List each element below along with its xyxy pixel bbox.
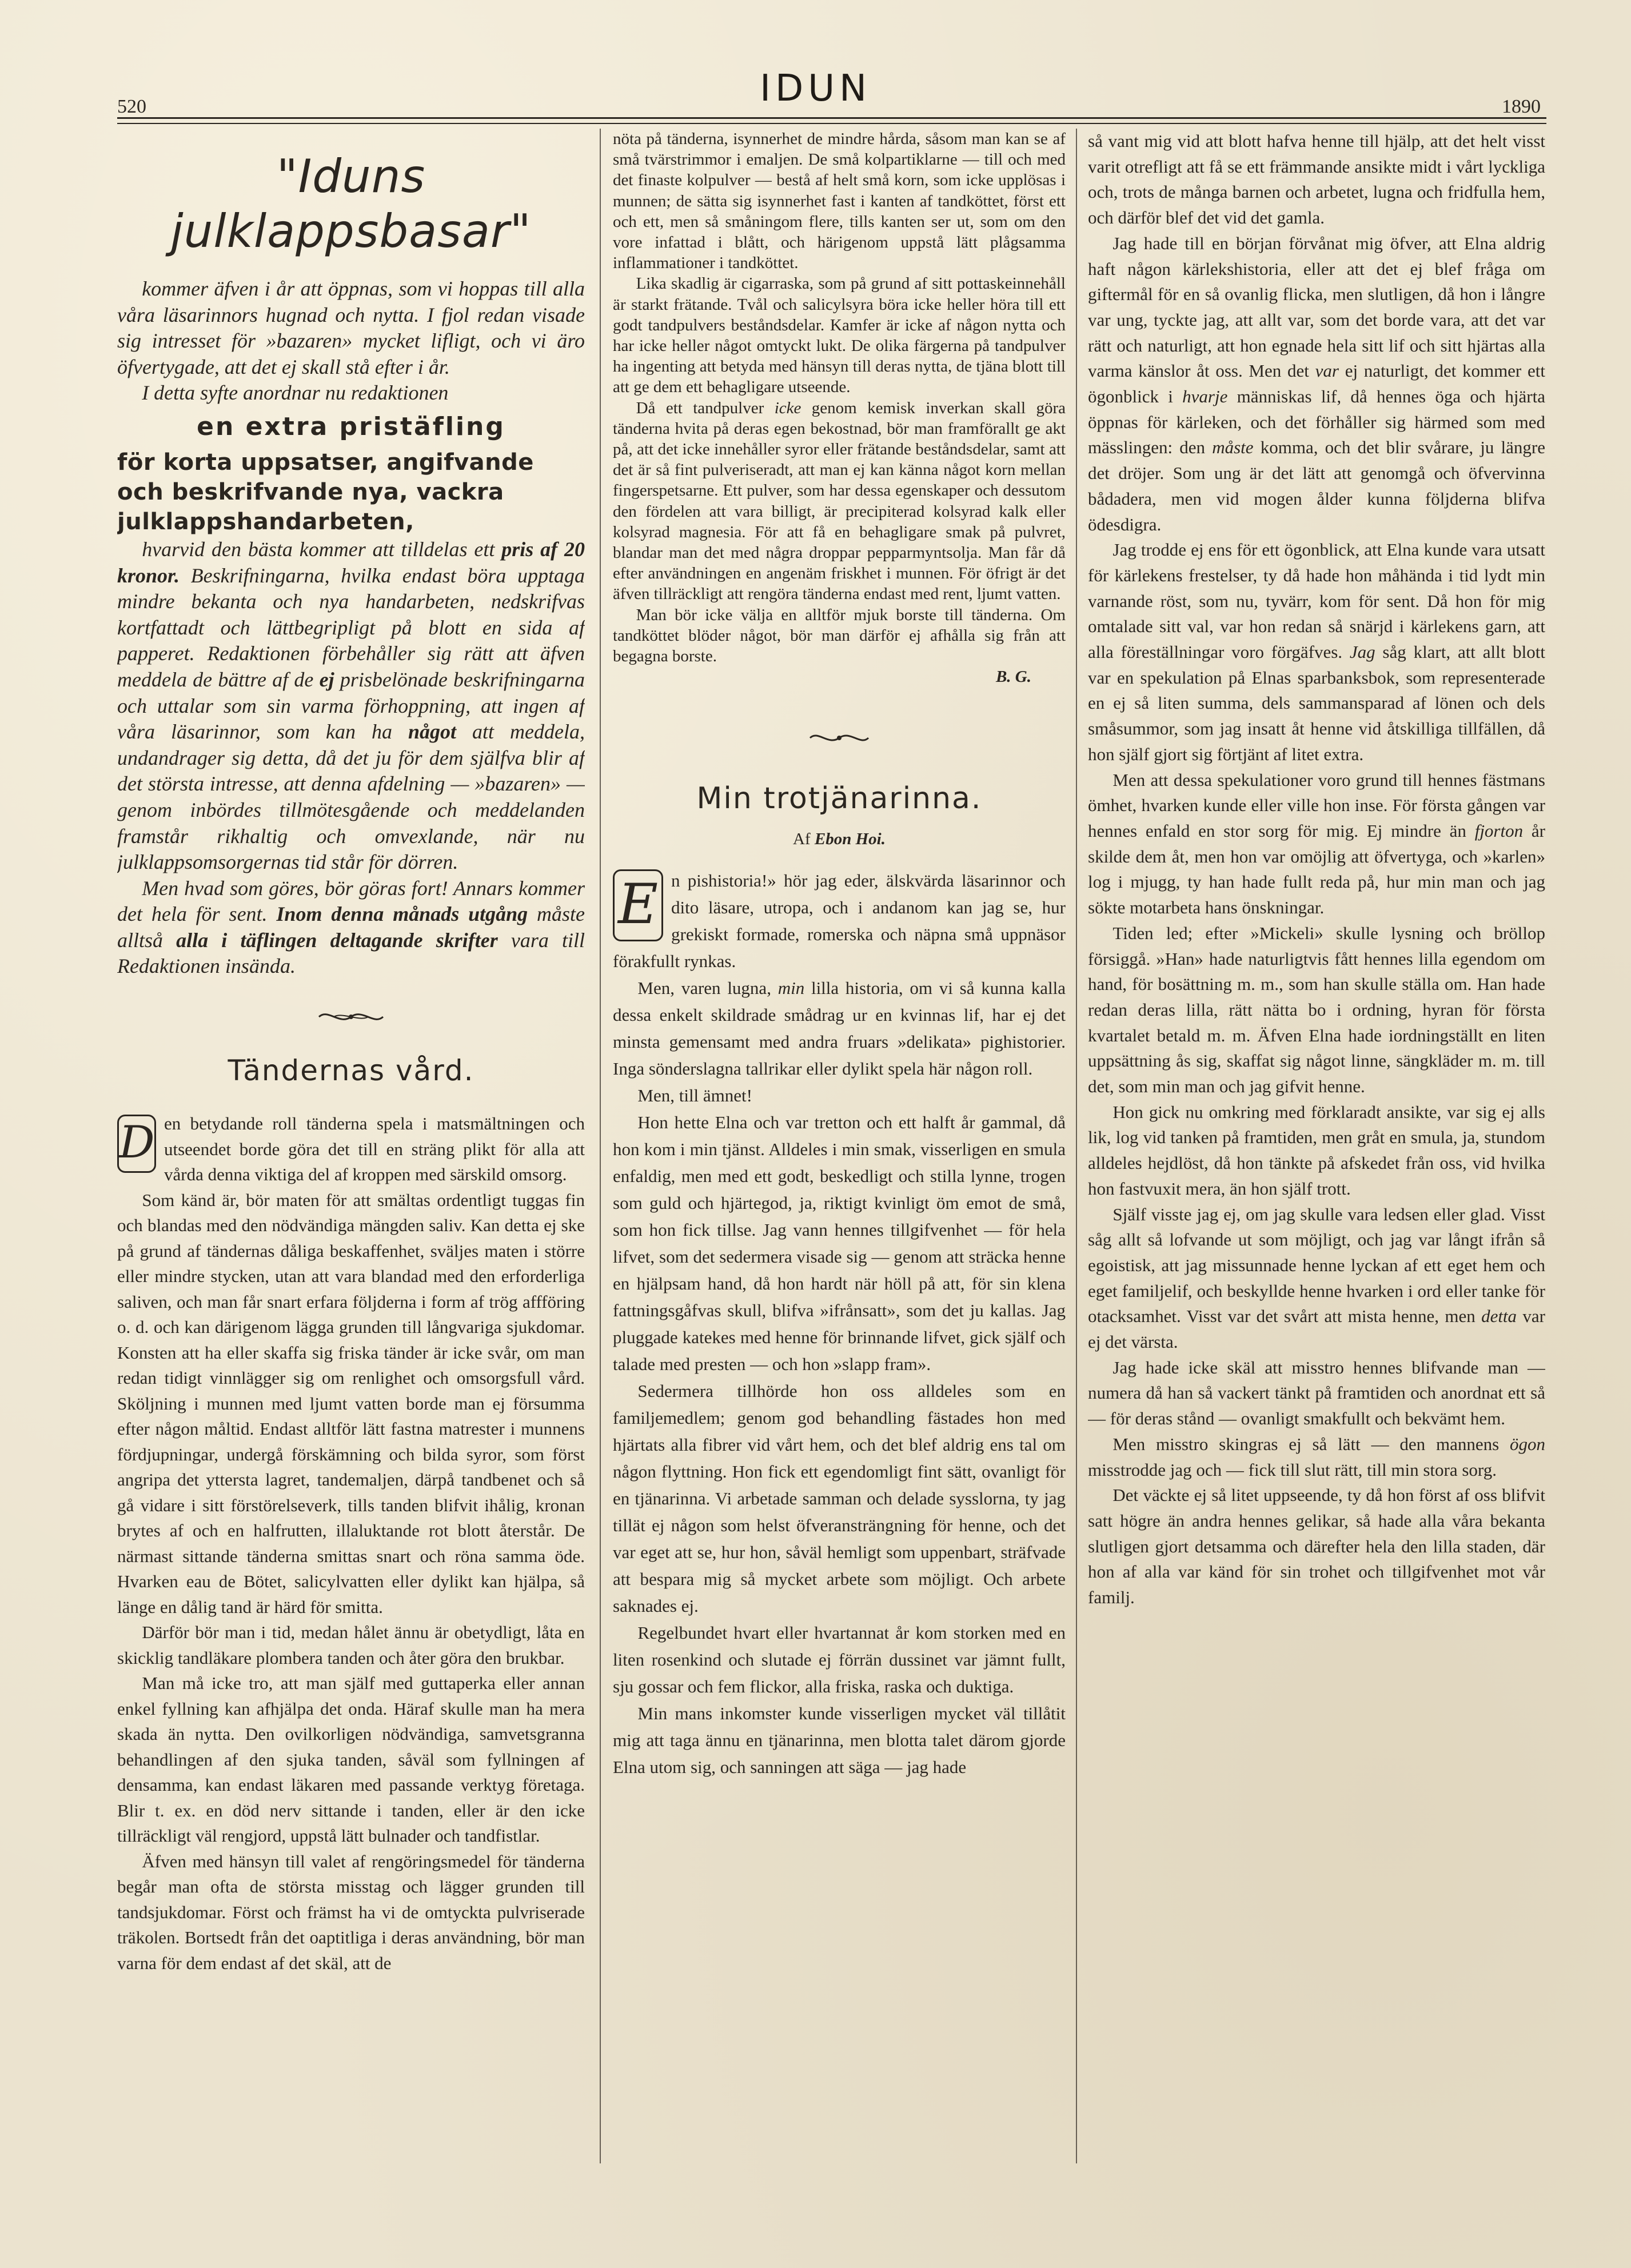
header-rule (117, 117, 1546, 124)
basar-heading: "Iduns julklappsbasar" (170, 150, 532, 258)
ornament-flourish-icon (317, 1007, 385, 1027)
year-label: 1890 (1502, 96, 1541, 117)
ornament-divider-2 (613, 716, 1066, 756)
story-emphasis-var: var (1315, 361, 1339, 381)
page-number: 520 (117, 96, 146, 117)
story-col3-paragraph-7 (1088, 1202, 1545, 1355)
story-col3-paragraph-3 (1088, 537, 1545, 767)
story-col3-text-2c: människas lif, då hennes öga och hjärta öppnas för kärleken, och det förhåller sig härmed som med mässlingen: den (1088, 386, 1545, 458)
rules-text-c: prisbelönade beskrifningarna och uttalar som sin varma förhoppning, att ingen af våra läsarinnor, som kan ha (117, 668, 585, 744)
basar-announcement (117, 276, 585, 406)
prize-amount: pris af 20 kronor. (117, 537, 585, 587)
story-col3-paragraph-4 (1088, 768, 1545, 921)
teeth-paragraph-3: Därför bör man i tid, medan hålet ännu är obetydligt, låta en skicklig tandläkare plombera tanden och åter göra den brukbar. (117, 1622, 585, 1668)
story-paragraph-2 (613, 975, 1066, 1082)
rules-emphasis-ej: ej (319, 668, 334, 691)
teeth-paragraph-1 (117, 1111, 585, 1188)
story-col3-text-3a: Jag trodde ej ens för ett ögonblick, att Elna kunde vara utsatt för kärlekens frestelser, ty då hade hon måhända i tid lydt min varnande röst, som nu, tyvärr, kom för sent. Då hon för mig omtalade sitt val, var hon redan så snärjd i kärlekens garn, att alla föreställningar voro förgäfves. (1088, 540, 1545, 662)
contest-rules (117, 537, 585, 980)
teeth-paragraph-5: Äfven med hänsyn till valet af rengöringsmedel för tänderna begår man ofta de största misstag och lägger grunden till tandsjukdomar. Först och främst ha vi de omtyckta pulvriserade träkolen. Bortsedt från det oaptitliga i deras användning, bör man varna för dem endast af det skäl, att de (117, 1851, 585, 1973)
story-paragraph-6: Regelbundet hvart eller hvartannat år kom storken med en liten rosenkind och slutade ej förrän dussinet var jämnt fullt, sju gossar och fem flickor, alla friska, raska och duktiga. (613, 1622, 1066, 1696)
story-emphasis-ogon: ögon (1510, 1434, 1545, 1454)
story-emphasis-fjorton: fjorton (1474, 820, 1524, 841)
column-divider-2 (1076, 129, 1077, 2163)
basar-intro-paragraph-2: I detta syfte anordnar nu redaktionen (142, 381, 449, 405)
story-col3-paragraph-8: Jag hade icke skäl att misstro hennes blifvande man — numera då han så vackert tänkt på framtiden och anordnat ett så — för deras stånd — ovanligt smakfullt och bekvämt hem. (1088, 1357, 1545, 1429)
story-col3-paragraph-6: Hon gick nu omkring med förklaradt ansikte, var sig ej alls lik, log vid tanken på framtiden, men gråt en smula, ja, stundom alldeles hejdlöst, då hon tänkte på afskedet från oss, vid hvilka hon fastvuxit mera, än hon själf trott. (1088, 1101, 1545, 1199)
column-1 (117, 129, 585, 2163)
story-emphasis-min: min (777, 977, 805, 998)
byline-author: Ebon Hoi. (814, 830, 886, 849)
article-signature: B. G. (995, 668, 1031, 686)
closing-text-c: vara till Redaktionen insända. (117, 928, 585, 978)
story-col3-paragraph-9 (1088, 1432, 1545, 1483)
story-col3-paragraph-5: Tiden led; efter »Mickeli» skulle lysning och bröllop försiggå. »Han» hade naturligtvis fått hennes lilla egendom om hand, för bosättning m. m., som han skulle ställa om. Han hade redan deras lilla, rätt nätta bo i ordning, hyran för första kvartalet betald m. m. Äfven Elna hade iordningställt en liten uppsättning ås sig, skaffat sig något linne, sängkläder m. m. till det, som min man och jag gifvit henne. (1088, 923, 1545, 1097)
story-paragraph-1 (613, 867, 1066, 975)
column-2 (613, 129, 1066, 2163)
story-col3-text-9b: misstrodde jag och — fick till slut rätt, till min stora sorg. (1088, 1459, 1497, 1480)
teeth-continued-2: Lika skadlig är cigarraska, som på grund af sitt pottaskeinnehåll är starkt frätande. Tvål och salicylsyra böra icke heller höra till ett godt tandpulvers beståndsdelar. Kamfer är icke af någon nytta och har icke heller något omtyckt lukt. De olika färgerna på tandpulver ha ingenting att betyda med hänsyn till deras nytta, de tjäna blott till att ge dem ett behagligare utseende. (613, 274, 1066, 397)
contest-closing-paragraph (117, 876, 585, 980)
rules-text-b: Beskrifningarna, hvilka endast böra upptaga mindre bekanta och nya handarbeten, nedskrifvas kortfattadt och lättbegripligt på blott en sida af papperet. Redaktionen förbehåller sig rätt att äfven meddela de bättre af de (117, 564, 585, 691)
story-text-2a: Men, varen lugna, (637, 977, 778, 998)
story-col3-paragraph-10: Det väckte ej så litet uppseende, ty då hon först af oss blifvit satt högre än andra hennes gelikar, så hade alla våra bekanta slutligen gjort detsamma och därefter hela den lilla staden, där hon af alla var känd för sin trohet och tillgifvenhet mot vår familj. (1088, 1485, 1545, 1608)
teeth-continued-3 (613, 398, 1066, 605)
story-col3-paragraph-2 (1088, 231, 1545, 537)
story-col3-text-9a: Men misstro skingras ej så lätt — den mannens (1112, 1434, 1510, 1454)
dropcap-e: E (613, 869, 663, 941)
story-col3-text-3b: såg klart, att allt blott var en spekulation på Elnas sparbanksbok, som representerade en ej så liten summa, dels sammansparad af lönen och dels småsummor, som jag insatt åt henne vid åtskilliga tillfällen, då hon själf gjort sig förtjänt af litet extra. (1088, 642, 1545, 764)
teeth-care-heading: Tändernas vård. (228, 1054, 474, 1088)
story-col3-text-2a: Jag hade till en början förvånat mig öfver, att Elna aldrig haft någon kärlekshistoria, eller att det ej blef fråga om giftermål för en så ovanlig flicka, men slutligen, då hon i långre var ung, tyckte jag, att allt var, som det borde vara, att det var rätt och naturligt, att hon egnade hela sitt lif och sitt hjärtas alla varma känslor åt oss. Men det (1088, 233, 1545, 381)
column-3 (1088, 129, 1545, 2163)
ornament-divider-1 (117, 995, 585, 1035)
story-body (613, 867, 1066, 1780)
story-col3-text-4a: Men att dessa spekulationer voro grund till hennes fästmans ömhet, hvarken kunde eller ville hon inse. För första gången var hennes enfald en stor sorg för mig. Ej mindre än (1088, 769, 1545, 841)
story-col3-text-7a: Själf visste jag ej, om jag skulle vara ledsen eller glad. Visst såg allt så lofvande ut som möjligt, och jag var långt ifrån så egoistisk, att jag missunnade henne lyckan af ett eget hem och eget familjelif, och beskyllde henne hvarken i ord eller tanke för otacksamhet. Visst var det svårt att mista henne, men (1088, 1204, 1545, 1327)
teeth-continued-1: nöta på tänderna, isynnerhet de mindre hårda, såsom man kan se af små tvärstrimmor i emaljen. De små kolpartiklarne — till och med det finaste kolpulver — bestå af helt små korn, som icke upplösas i munnen; de sätta sig isynnerhet fast i kanten af tandköttet, först ett och ett, men så småningom flere, tills kanten ser ut, som om den vore infattad i blått, och härigenom uppstå lätt plågsamma inflammationer i tandköttet. (613, 130, 1066, 273)
story-text-1: n pishistoria!» hör jag eder, älskvärda läsarinnor och dito läsare, utropa, och i andanom kan jag se, hur grekiskt formade, romerska och näpna små uppnäsor förakfullt rynkas. (613, 870, 1066, 971)
masthead-title: IDUN (760, 67, 871, 110)
story-col3-text-2b: ej naturligt, det kommer ett ögonblick i (1088, 361, 1545, 407)
story-heading: Min trotjänarinna. (696, 781, 982, 816)
teeth-paragraph-4: Man må icke tro, att man själf med guttaperka eller annan enkel fyllning kan afhjälpa det onda. Häraf skulle man ha mera skada än nytta. Den ovilkorligen nödvändiga, samvetsgranna behandlingen af den sjuka tanden, såväl som fyllningen af densamma, kan endast läkaren med passande verktyg företaga. Blir t. ex. en död nerv sittande i tanden, eller är den icke tillräckligt väl rengjord, uppstå lätt bulnader och tandfistlar. (117, 1673, 585, 1846)
closing-text-b: måste alltså (117, 903, 585, 952)
rules-text-a: hvarvid den bästa kommer att tilldelas ett (142, 537, 502, 561)
contest-rules-paragraph (117, 537, 585, 876)
story-byline (613, 829, 1066, 849)
basar-intro-paragraph: kommer äfven i år att öppnas, som vi hoppas till alla våra läsarinnors hugnad och nytta. I fjol redan visade sig intresset för »bazaren» mycket lifligt, och vi äro öfvertygade, att det ej skall stå efter i år. (117, 277, 585, 378)
teeth-continued-4: Man bör icke välja en alltför mjuk borste till tänderna. Om tandköttet blöder något, bör man därför ej afhålla sig från att begagna borste. (613, 605, 1066, 666)
story-col3-text-2d: komma, och det blir svårare, ju längre det dröjer. Som ung är det lätt att genomgå och öfvervinna bådadera, men vid mogen ålder kunna följderna blifva ödesdigra. (1088, 437, 1545, 534)
story-paragraph-7: Min mans inkomster kunde visserligen mycket väl tillåtit mig att taga ännu en tjänarinna, men blotta talet därom gjorde Elna utom sig, och sanningen att säga — jag hade (613, 1703, 1066, 1777)
story-emphasis-hvarje: hvarje (1182, 386, 1228, 407)
teeth-paragraph-2: Som känd är, bör maten för att smältas ordentligt tuggas fin och blandas med den nödvändiga mängden saliv. Kan detta ej ske på grund af tändernas dåliga beskaffenhet, sväljes maten i större eller mindre stycken, utan att vara blandad med den erforderliga saliven, och man får snart erfara följderna i form af trög affföring o. d. och kan därigenom lägga grunden till långvariga sjukdomar. Konsten att ha eller skaffa sig friska tänder är icke svår, om man redan tidigt vinnlägger sig om renlighet och omsorgsfull vård. Sköljning i munnen med ljumt vatten borde man ej försumma efter någon måltid. Endast alltför lätt fastna matrester i munnens fördjupningar, undergå förskämning och bilda syror, som först angripa det yttersta lagret, tandemaljen, därpå tandbenet och så gå vidare i sitt förstörelseverk, tills tanden blifvit ihålig, kronan brytes af och en halfrutten, illaluktande rot blott återstår. De närmast sittande tänderna smittas snart och röna samma öde. Hvarken eau de Bötet, salicylvatten eller dylikt kan hjälpa, så länge en dålig tand är härd för smitta. (117, 1189, 585, 1617)
rules-emphasis-nagot: något (408, 720, 457, 744)
story-emphasis-detta: detta (1481, 1306, 1517, 1327)
teeth-text-3a: Då ett tandpulver (636, 398, 775, 417)
story-paragraph-4: Hon hette Elna och var tretton och ett halft år gammal, då hon kom i min tjänst. Alldeles i min smak, visserligen en smula enfaldig, men med ett godt, beskedligt och stilla lynne, trogen som guld och hjärtegod, ja, riktigt kvinligt öm emot de små, som hon fick tillse. Jag vann hennes tillgifvenhet — för hela lifvet, som det sedermera visade sig — genom att sträcka henne en hjälpsam hand, då hon hardt när höll på att, för sin klena fattningsgåfvas skull, blifva »ifrånsatt», som det ju kallas. Jag pluggade katekes med henne för brinnande lifvet, gick själf och talade med presten — och hon »slapp fram». (613, 1112, 1066, 1374)
byline-prefix: Af (793, 830, 815, 849)
closing-deadline: Inom denna månads utgång (276, 903, 528, 926)
rules-text-d: att meddela, undandrager sig detta, då det ju för dem själfva blir af det största intresse, att denna afdelning — »bazaren» — genom inbördes tillmötesgående och meddelanden framstår rikhaltig och omvexlande, när nu julklappsomsorgernas tid står för dörren. (117, 720, 585, 874)
dropcap-d: D (117, 1115, 156, 1173)
story-emphasis-maste: måste (1212, 437, 1254, 458)
closing-text-a: Men hvad som göres, bör göras fort! Annars kommer det hela för sent. (117, 876, 585, 926)
closing-participants: alla i täflingen deltagande skrifter (176, 928, 498, 952)
column-divider-1 (600, 129, 601, 2163)
story-text-2b: lilla historia, om vi så kunna kalla dessa enkelt skildrade smådrag ur en kvinnas lif, har ej det minsta gemensamt med andra fruars »delikata» pighistorier. Inga sönderslagna tallrikar eller dylikt spela här någon roll. (613, 977, 1066, 1079)
contest-heading: en extra pristäfling (197, 412, 505, 441)
story-emphasis-jag: Jag (1349, 642, 1375, 662)
teeth-text-3b: genom kemisk inverkan skall göra tänderna hvita på deras egen bekostnad, bör man framförallt ge akt på, att det icke innehåller syror eller frätande beståndsdelar, samt att det är så fint pulveriseradt, att man ej kan känna något korn mellan fingerspetsarne. Ett pulver, som har dessa egenskaper och dessutom den fördelen att vara billigt, är precipiterad kolsyrad kalk eller kolsyrad magnesia. För att få en behagligare smak på pulvret, blandar man det med några droppar pepparmyntsolja. Man får då efter användningen en angenäm friskhet i munnen. För öfrigt är det äfven tillräckligt att rengöra tänderna endast med rent, ljumt vatten. (613, 398, 1066, 604)
teeth-emphasis-icke: icke (774, 398, 801, 417)
story-paragraph-3: Men, till ämnet! (637, 1085, 752, 1105)
ornament-flourish-icon (808, 729, 871, 747)
contest-subheading: för korta uppsatser, angifvande och beskrifvande nya, vackra julklappshandarbeten, (117, 449, 534, 535)
teeth-text-1: en betydande roll tänderna spela i matsmältningen och utseendet borde göra det till en sträng plikt för alla att vårda denna viktiga del af kroppen med särskild omsorg. (164, 1113, 585, 1185)
story-col3-paragraph-1: så vant mig vid att blott hafva henne till hjälp, att det helt visst varit otrefligt att få se ett främmande ansikte midt i vårt lyckliga och, trots de många barnen och arbetet, lugna och fridfulla hem, och därför blef det vid det gamla. (1088, 131, 1545, 228)
story-col3-text-4b: år skilde dem åt, men hon var omöjlig att öfvertyga, och »karlen» log i mjugg, ty han hade fullt reda på, hur min man och jag sökte motarbeta hans önskningar. (1088, 820, 1545, 918)
story-col3-text-7b: var ej det värsta. (1088, 1306, 1545, 1352)
story-paragraph-5: Sedermera tillhörde hon oss alldeles som en familjemedlem; genom god behandling fästades hon med hjärtats alla fibrer vid vårt hem, och det blef aldrig ens tal om någon flyttning. Hon fick ett egendomligt fint sätt, ovanligt för en tjänarinna. Vi arbetade samman och delade sysslorna, ty jag tillät ej någon som helst öfveransträngning för henne, och det var eget att se, hur hon, såväl hemligt som uppenbart, sträfvade att bespara mig så mycket arbete som möjligt. Och arbete saknades ej. (613, 1380, 1066, 1616)
